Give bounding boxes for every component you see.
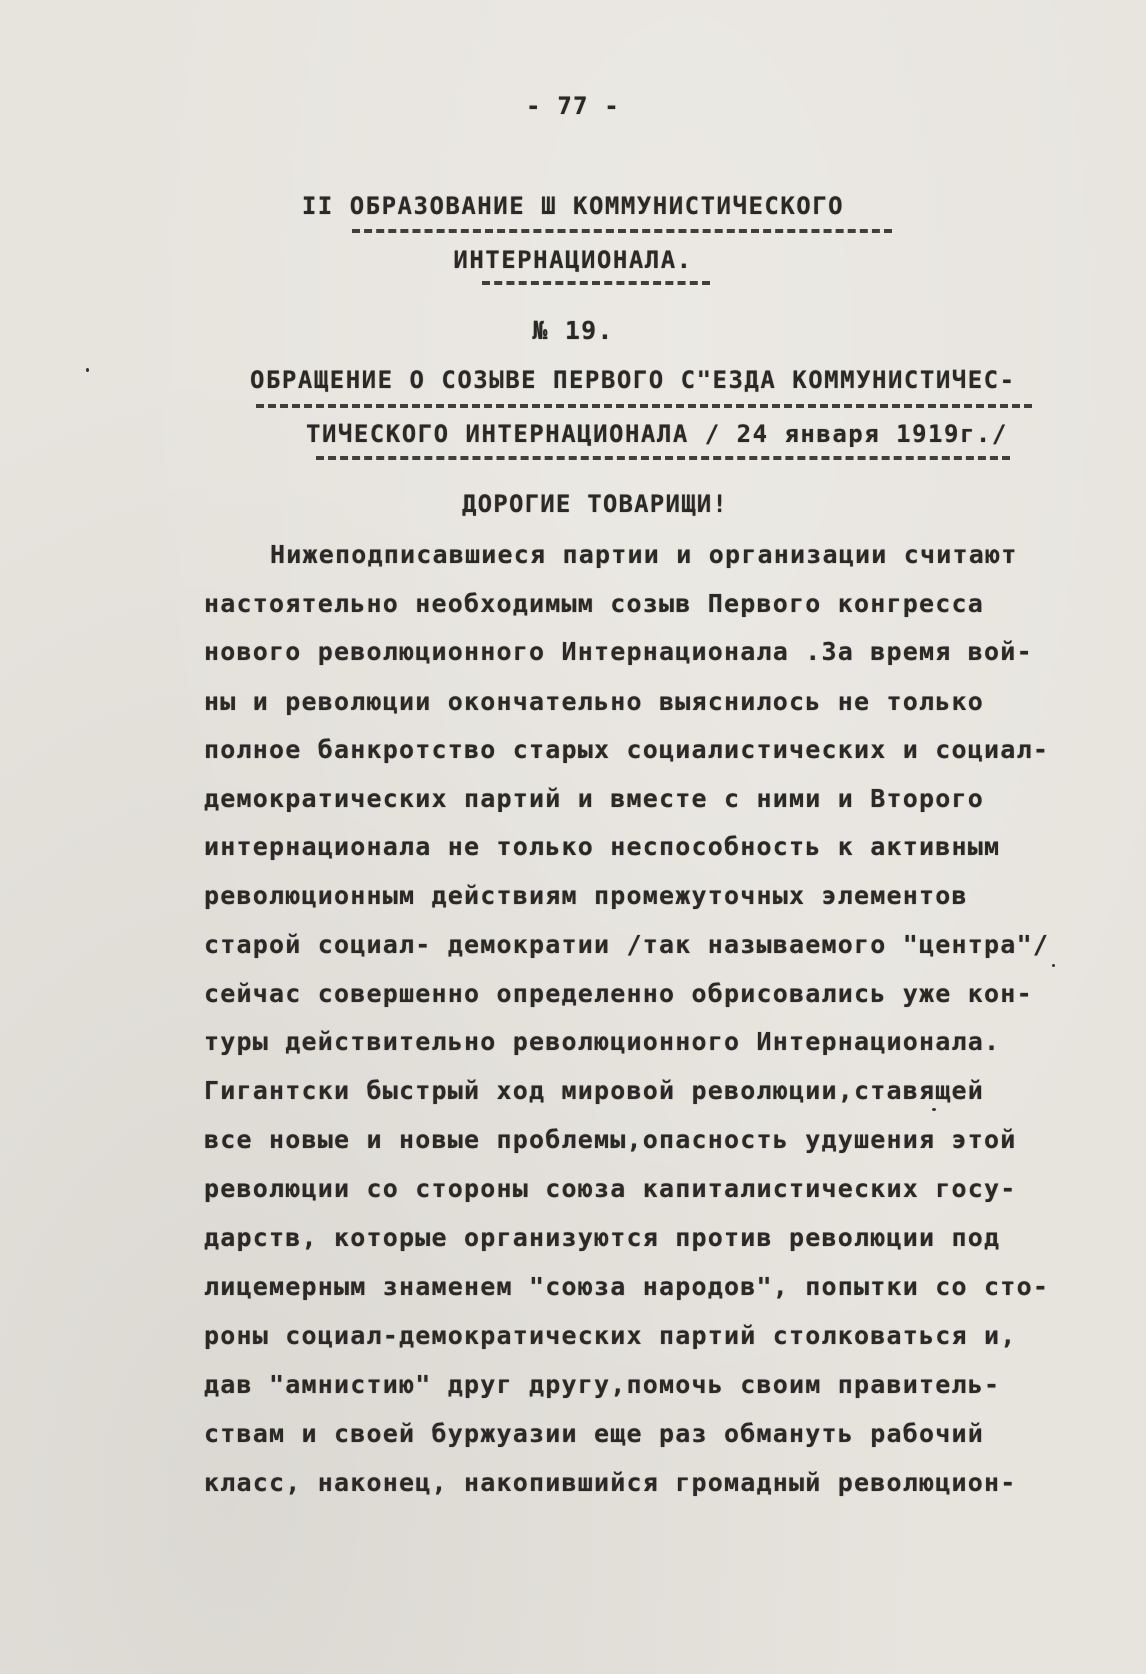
ink-speck	[86, 368, 89, 372]
body-line-18: дав "амнистию" друг другу,помочь своим правитель-	[204, 1370, 1001, 1399]
section-title-underline-1	[352, 229, 892, 233]
body-line-13: все новые и новые проблемы,опасность удушения этой	[204, 1125, 1017, 1154]
page-number: - 77 -	[526, 92, 620, 120]
salutation: ДОРОГИЕ ТОВАРИЩИ!	[462, 490, 729, 518]
body-line-6: демократических партий и вместе с ними и Второго	[204, 784, 985, 813]
document-title-underline-2	[316, 456, 1010, 460]
section-title-line-2: ИНТЕРНАЦИОНАЛА.	[453, 246, 693, 274]
body-line-3: нового революционного Интернационала .За время вой-	[204, 637, 1033, 666]
body-line-1: Нижеподписавшиеся партии и организации считают	[270, 540, 1018, 569]
document-number: № 19.	[532, 316, 614, 345]
body-line-9: старой социал- демократии /так называемого "центра"/	[204, 930, 1050, 959]
body-line-4: ны и революции окончательно выяснилось не только	[204, 687, 985, 716]
body-line-7: интернационала не только неспособность к активным	[204, 832, 1001, 861]
section-title-line-1: II ОБРАЗОВАНИЕ Ш КОММУНИСТИЧЕСКОГО	[301, 192, 845, 220]
ink-speck	[1052, 964, 1055, 967]
body-line-20: класс, наконец, накопившийся громадный революцион-	[204, 1468, 1017, 1497]
body-line-8: революционным действиям промежуточных элементов	[204, 881, 968, 910]
document-title-line-1: ОБРАЩЕНИЕ О СОЗЫВЕ ПЕРВОГО С"ЕЗДА КОММУНИСТИЧЕС-	[250, 366, 1016, 394]
body-line-14: революции со стороны союза капиталистических госу-	[204, 1174, 1017, 1203]
bleed-through-decoration	[190, 120, 1010, 160]
body-line-15: дарств, которые организуются против революции под	[204, 1223, 1001, 1252]
section-title-underline-2	[482, 281, 710, 285]
document-title-line-2: ТИЧЕСКОГО ИНТЕРНАЦИОНАЛА / 24 января 1919г./	[306, 420, 1008, 448]
ink-speck	[932, 1108, 936, 1111]
document-title-underline-1	[256, 404, 1032, 408]
body-line-2: настоятельно необходимым созыв Первого конгресса	[204, 589, 985, 618]
body-line-16: лицемерным знаменем "союза народов", попытки со сто-	[204, 1272, 1050, 1301]
body-line-19: ствам и своей буржуазии еще раз обмануть рабочий	[204, 1419, 985, 1448]
body-line-17: роны социал-демократических партий столковаться и,	[204, 1321, 1017, 1350]
body-line-11: туры действительно революционного Интернационала.	[204, 1027, 1001, 1056]
body-line-5: полное банкротство старых социалистических и социал-	[204, 735, 1050, 764]
body-line-12: Гигантски быстрый ход мировой революции,ставящей	[204, 1076, 985, 1105]
body-line-10: сейчас совершенно определенно обрисовались уже кон-	[204, 979, 1033, 1008]
